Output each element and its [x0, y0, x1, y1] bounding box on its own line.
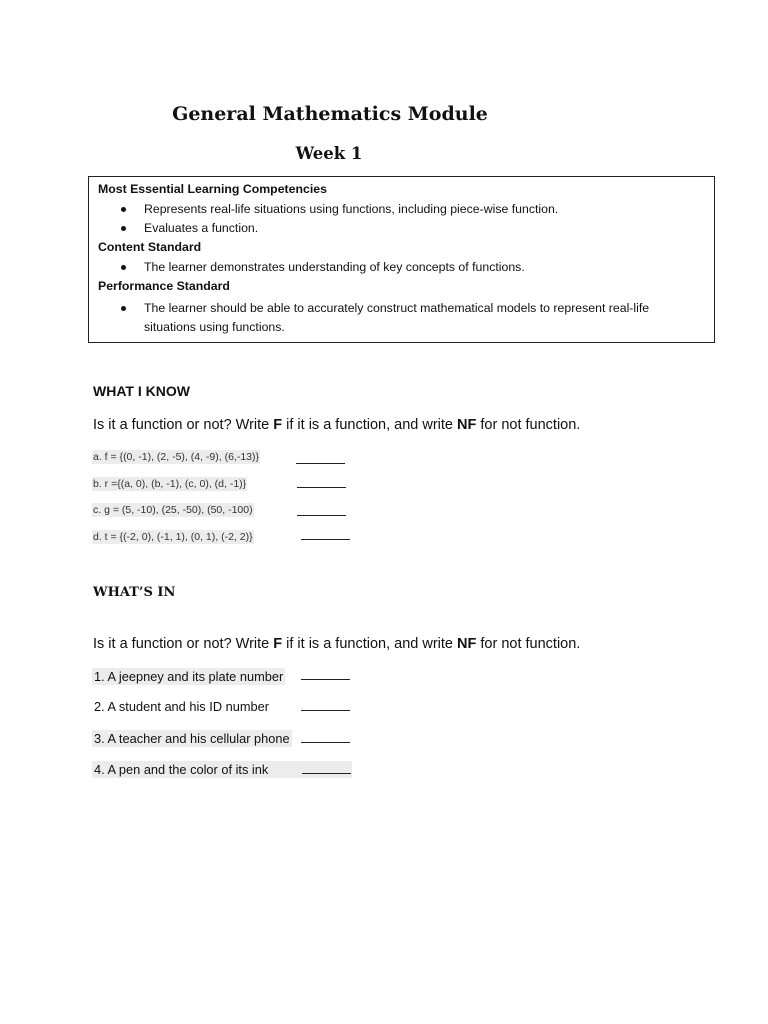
module-title: General Mathematics Module [172, 103, 488, 125]
bullet-icon [121, 226, 126, 231]
answer-blank-d[interactable] [301, 539, 350, 540]
instruction-f: F [273, 417, 283, 433]
instruction-text: if it is a function, and write [282, 636, 458, 652]
melc-item: Evaluates a function. [144, 221, 259, 235]
answer-blank-4[interactable] [302, 773, 351, 774]
content-standard-item: The learner demonstrates understanding of key concepts of functions. [144, 260, 525, 274]
instruction-text: if it is a function, and write [282, 417, 458, 433]
bullet-icon [121, 265, 126, 270]
answer-blank-a[interactable] [296, 463, 345, 464]
answer-blank-3[interactable] [301, 742, 350, 743]
question-item-a: a. f = {(0, -1), (2, -5), (4, -9), (6,-13)} [93, 451, 260, 463]
whats-in-heading: WHAT’S IN [93, 585, 176, 600]
what-i-know-heading: WHAT I KNOW [93, 383, 190, 399]
instruction-text: for not function. [476, 636, 581, 652]
question-item-c: c. g = (5, -10), (25, -50), (50, -100) [93, 504, 253, 516]
bullet-icon [121, 306, 126, 311]
instruction-nf: NF [457, 636, 477, 652]
answer-blank-1[interactable] [301, 679, 350, 680]
instruction-nf: NF [457, 417, 477, 433]
instruction-f: F [273, 636, 283, 652]
question-item-1: 1. A jeepney and its plate number [94, 669, 284, 684]
answer-blank-c[interactable] [297, 515, 346, 516]
question-item-d: d. t = {(-2, 0), (-1, 1), (0, 1), (-2, 2)} [93, 531, 253, 543]
bullet-icon [121, 207, 126, 212]
melc-heading: Most Essential Learning Competencies [98, 182, 327, 196]
performance-standard-item-continued: situations using functions. [144, 320, 285, 334]
melc-item: Represents real-life situations using functions, including piece-wise function. [144, 202, 559, 216]
question-item-2: 2. A student and his ID number [94, 699, 270, 714]
instruction-text: for not function. [476, 417, 581, 433]
what-i-know-instruction [93, 417, 580, 433]
question-item-b: b. r ={(a, 0), (b, -1), (c, 0), (d, -1)} [93, 478, 247, 490]
whats-in-instruction [93, 636, 580, 652]
performance-standard-item: The learner should be able to accurately construct mathematical models to represent real-life [144, 301, 650, 315]
content-standard-heading: Content Standard [98, 240, 202, 254]
answer-blank-2[interactable] [301, 710, 350, 711]
instruction-text: Is it a function or not? Write [93, 417, 274, 433]
instruction-text: Is it a function or not? Write [93, 636, 274, 652]
question-item-4: 4. A pen and the color of its ink [92, 761, 352, 778]
question-item-3: 3. A teacher and his cellular phone [94, 731, 290, 746]
week-label: Week 1 [295, 144, 363, 163]
competency-box [88, 176, 715, 343]
performance-standard-heading: Performance Standard [98, 279, 230, 293]
answer-blank-b[interactable] [297, 487, 346, 488]
